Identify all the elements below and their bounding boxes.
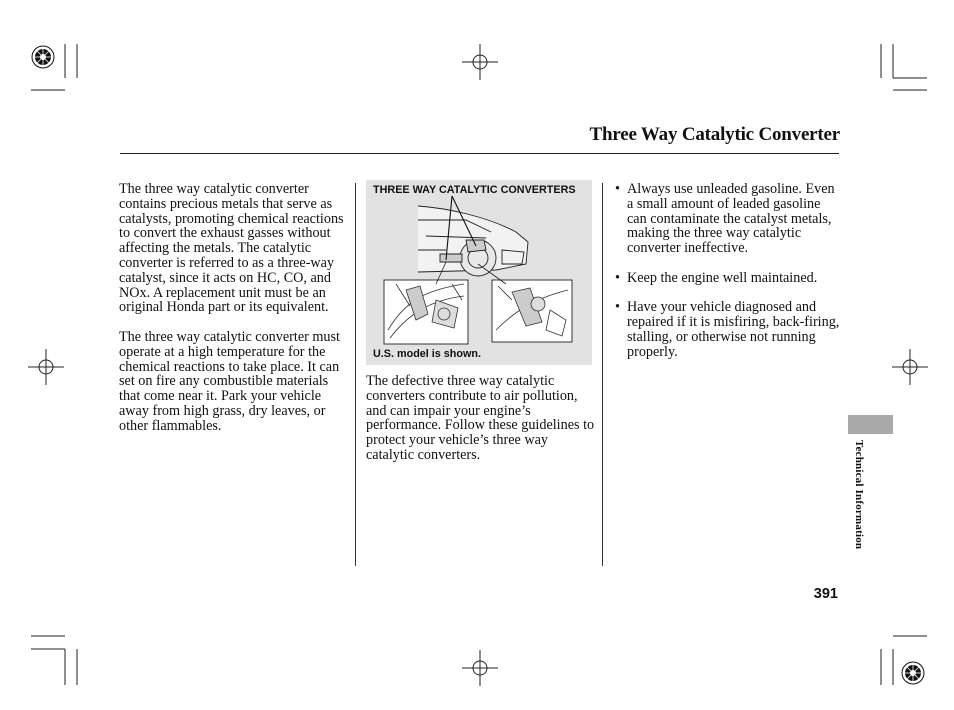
bullet-icon: • [615,269,620,286]
bullet-icon: • [615,181,620,197]
list-item-text: Keep the engine well maintained. [627,269,818,286]
list-item [615,271,840,286]
intro-column [119,182,347,448]
page-title: Three Way Catalytic Converter [589,124,840,145]
paragraph: The three way catalytic converter contains precious metals that serve as catalysts, promoting chemical reactions to convert the exhaust gasses without affecting the metals. The catalytic converter is referred to as a three-way catalyst, since it acts on HC, CO, and NOx. A replacement unit must be an original Honda part or its equivalent. [119,181,344,316]
paragraph: The three way catalytic converter must operate at a high temperature for the chemical reactions to take place. It can set on fire any combustible materials that come near it. Park your vehicle away from high grass, dry leaves, or other flammables. [119,328,340,434]
list-item-text: Have your vehicle diagnosed and repaired if it is misfiring, back-firing, stalling, or otherwise not running properly. [627,299,840,360]
title-rule [120,153,839,154]
list-item [615,182,840,256]
figure-title: THREE WAY CATALYTIC CONVERTERS [373,184,576,196]
registration-starburst-icon [32,46,54,68]
guidelines-intro: The defective three way catalytic converters contribute to air pollution, and can impair your engine’s performance. Follow these guidelines to protect your vehicle’s three way catalytic converters. [366,373,595,463]
registration-starburst-icon [902,662,924,684]
list-item-text: Always use unleaded gasoline. Even a small amount of leaded gasoline can contaminate the catalyst metals, making the three way catalytic converter ineffective. [627,181,835,257]
figure-caption: U.S. model is shown. [373,348,481,360]
guidelines-list [615,182,840,374]
section-tab-label: Technical Information [853,440,865,550]
column-divider [602,183,603,566]
column-divider [355,183,356,566]
list-item [615,300,840,359]
section-tab [848,415,893,434]
vehicle-illustration [366,180,592,365]
page-number: 391 [813,586,838,602]
bullet-icon: • [615,299,620,316]
